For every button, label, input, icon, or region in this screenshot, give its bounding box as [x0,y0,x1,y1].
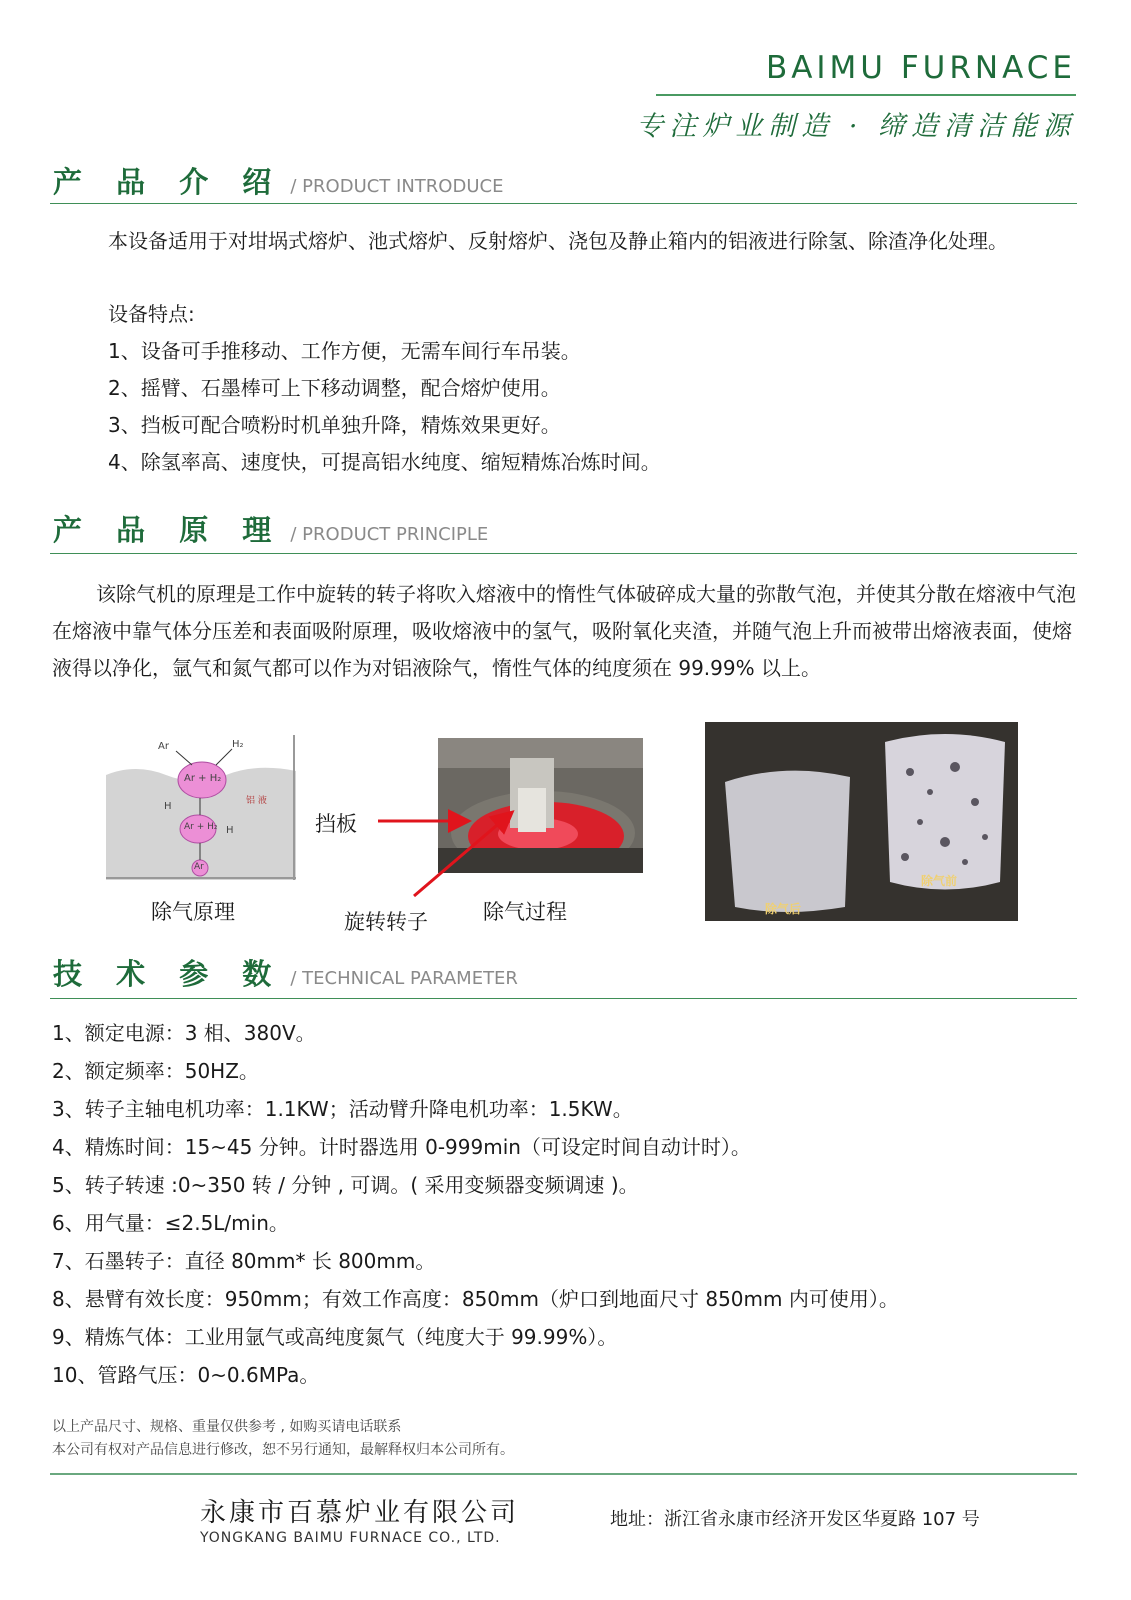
section-principle-heading [53,508,488,548]
degassing-principle-diagram [106,735,296,880]
tech-param-item: 2、额定频率：50HZ。 [52,1059,259,1083]
diagram-label-alu: 铝 液 [246,796,267,806]
diagram-label-h: H [226,825,234,836]
fig-label-principle: 除气原理 [151,900,235,924]
tech-param-item: 1、额定电源：3 相、380V。 [52,1021,316,1045]
tech-param-item: 10、管路气压：0~0.6MPa。 [52,1363,320,1387]
feature-item: 3、挡板可配合喷粉时机单独升降，精炼效果更好。 [108,413,561,437]
callout-baffle-label: 挡板 [315,812,357,836]
sample-before-label: 除气前 [921,874,958,888]
diagram-label-ar: Ar [158,741,169,752]
tech-param-item: 4、精炼时间：15~45 分钟。计时器选用 0-999min（可设定时间自动计时）。 [52,1135,751,1159]
sample-after-label: 除气后 [765,902,802,916]
company-address: 地址：浙江省永康市经济开发区华夏路 107 号 [610,1509,980,1530]
tech-param-item: 7、石墨转子：直径 80mm* 长 800mm。 [52,1249,436,1273]
brand-header [766,50,1076,86]
section-divider [50,998,1077,999]
company-name-en: YONGKANG BAIMU FURNACE CO., LTD. [200,1530,501,1546]
fig-label-process: 除气过程 [483,900,567,924]
company-name-cn: 永康市百慕炉业有限公司 [200,1498,520,1528]
disclaimer-note: 以上产品尺寸、规格、重量仅供参考 , 如购买请电话联系 [52,1419,402,1435]
diagram-label-ar-h2: Ar + H₂ [184,773,222,784]
diagram-label-ar-h2: Ar + H₂ [184,822,218,832]
disclaimer-note: 本公司有权对产品信息进行修改，恕不另行通知，最解释权归本公司所有。 [52,1442,514,1458]
section-title-en: / PRODUCT INTRODUCE [290,176,504,197]
tech-param-item: 9、精炼气体：工业用氩气或高纯度氮气（纯度大于 99.99%）。 [52,1325,618,1349]
section-title-en: / TECHNICAL PARAMETER [290,968,518,989]
section-title-cn: 产 品 介 绍 [53,165,284,199]
tech-param-item: 8、悬臂有效长度：950mm；有效工作高度：850mm（炉口到地面尺寸 850mm 内可使用）。 [52,1287,899,1311]
section-divider [50,203,1077,204]
brand-name: BAIMU FURNACE [765,50,1076,86]
principle-paragraph: 该除气机的原理是工作中旋转的转子将吹入熔液中的惰性气体破碎成大量的弥散气泡，并使其分散在熔液中气泡在熔液中靠气体分压差和表面吸附原理，吸收熔液中的氢气，吸附氧化夹渣，并随气泡上升而被带出熔液表面，使熔液得以净化，氩气和氮气都可以作为对铝液除气，惰性气体的纯度须在 99.99% 以上。 [52,582,1076,680]
section-title-en: / PRODUCT PRINCIPLE [290,524,489,545]
brand-slogan: 专注炉业制造 · 缔造清洁能源 [636,111,1076,142]
callout-rotor-label: 旋转转子 [344,910,428,934]
callout-arrows [370,800,530,900]
feature-item: 1、设备可手推移动、工作方便，无需车间行车吊装。 [108,339,581,363]
section-intro-heading [53,160,503,200]
diagram-label-h2: H₂ [232,739,244,750]
feature-item: 4、除氢率高、速度快，可提高铝水纯度、缩短精炼冶炼时间。 [108,450,661,474]
diagram-label-ar: Ar [194,862,204,872]
section-tech-heading [53,952,518,992]
section-title-cn: 产 品 原 理 [53,513,284,547]
footer-divider [50,1473,1077,1475]
feature-item: 2、摇臂、石墨棒可上下移动调整，配合熔炉使用。 [108,376,561,400]
tech-param-item: 6、用气量：≤2.5L/min。 [52,1211,289,1235]
section-title-cn: 技 术 参 数 [53,957,284,991]
section-divider [50,553,1077,554]
sample-comparison-photo [705,722,1018,921]
brand-divider [656,94,1076,96]
intro-paragraph: 本设备适用于对坩埚式熔炉、池式熔炉、反射熔炉、浇包及静止箱内的铝液进行除氢、除渣净化处理。 [108,229,1008,253]
tech-param-item: 5、转子转速 :0~350 转 / 分钟 , 可调。( 采用变频器变频调速 )。 [52,1173,639,1197]
features-title: 设备特点: [108,302,195,326]
diagram-label-h: H [164,801,172,812]
tech-param-item: 3、转子主轴电机功率：1.1KW；活动臂升降电机功率：1.5KW。 [52,1097,633,1121]
